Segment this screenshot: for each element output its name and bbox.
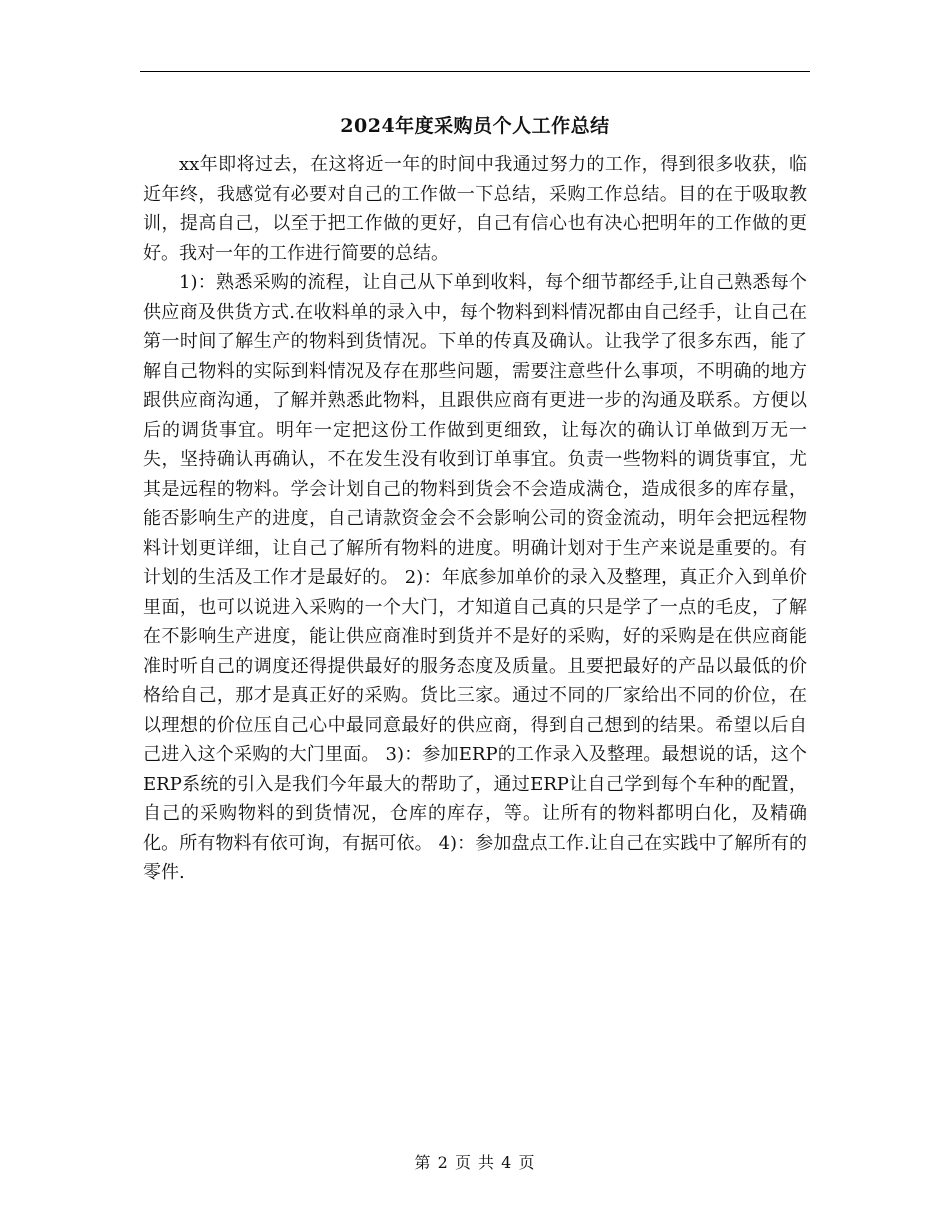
footer-page-word: 页 (454, 1153, 472, 1172)
document-title: 2024年度采购员个人工作总结 (340, 115, 610, 137)
footer-page-number: 2 (437, 1153, 449, 1172)
footer-suffix: 页 (518, 1153, 536, 1172)
footer-prefix: 第 (414, 1153, 432, 1172)
paragraph-intro: xx年即将过去，在这将近一年的时间中我通过努力的工作，得到很多收获，临近年终，我感觉有必要对自己的工作做一下总结，采购工作总结。目的在于吸取教训，提高自己，以至于把工作做的更好，自己有信心也有决心把明年的工作做的更好。我对一年的工作进行简要的总结。 (143, 154, 807, 264)
paragraph-main: 1)：熟悉采购的流程，让自己从下单到收料，每个细节都经手,让自己熟悉每个供应商及供货方式.在收料单的录入中，每个物料到料情况都由自己经手，让自己在第一时间了解生产的物料到货情况。下单的传真及确认。让我学了很多东西，能了解自己物料的实际到料情况及存在那些问题，需要注意些什么事项，不明确的地方跟供应商沟通，了解并熟悉此物料，且跟供应商有更进一步的沟通及联系。方便以后的调货事宜。明年一定把这份工作做到更细致，让每次的确认订单做到万无一失，坚持确认再确认，不在发生没有收到订单事宜。负责一些物料的调货事宜，尤其是远程的物料。学会计划自己的物料到货会不会造成满仓，造成很多的库存量，能否影响生产的进度，自己请款资金会不会影响公司的资金流动，明年会把远程物料计划更详细，让自己了解所有物料的进度。明确计划对于生产来说是重要的。有计划的生活及工作才是最好的。 2)：年底参加单价的录入及整理，真正介入到单价里面，也可以说进入采购的一个大门，才知道自己真的只是学了一点的毛皮，了解在不影响生产进度，能让供应商准时到货并不是好的采购，好的采购是在供应商能准时听自己的调度还得提供最好的服务态度及质量。且要把最好的产品以最低的价格给自己，那才是真正好的采购。货比三家。通过不同的厂家给出不同的价位，在以理想的价位压自己心中最同意最好的供应商，得到自己想到的结果。希望以后自己进入这个采购的大门里面。 3)：参加ERP的工作录入及整理。最想说的话，这个ERP系统的引入是我们今年最大的帮助了，通过ERP让自己学到每个车种的配置，自己的采购物料的到货情况，仓库的库存，等。让所有的物料都明白化，及精确化。所有物料有依可询，有据可依。 4)：参加盘点工作.让自己在实践中了解所有的零件. (143, 272, 807, 883)
footer-total-word: 共 (478, 1153, 496, 1172)
page-footer (0, 1151, 950, 1175)
header-rule (140, 71, 810, 72)
document-body (143, 150, 807, 888)
footer-total-pages: 4 (501, 1153, 513, 1172)
